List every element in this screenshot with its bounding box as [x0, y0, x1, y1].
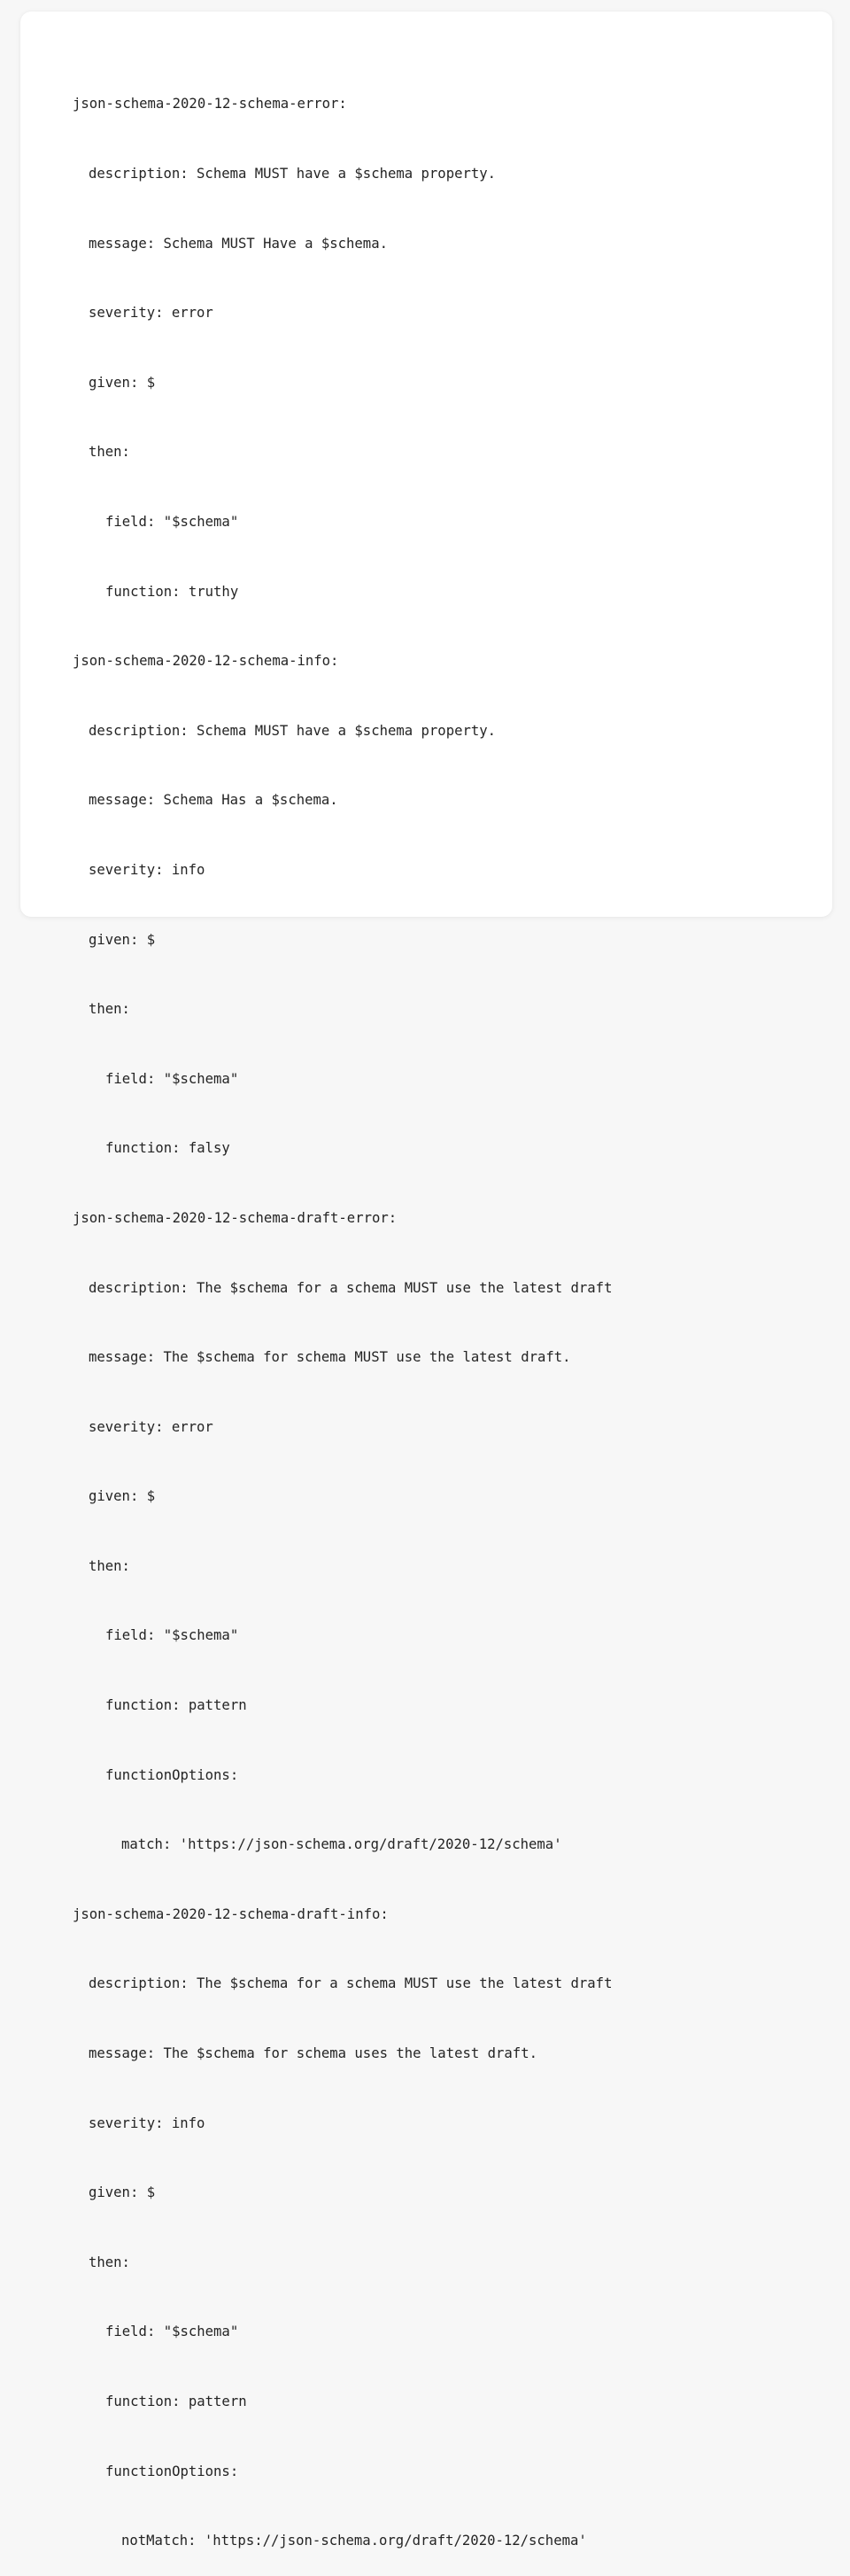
- yaml-code-block: [73, 46, 612, 2576]
- code-line: match: 'https://json-schema.org/draft/2020-12/schema': [121, 1836, 562, 1853]
- code-line: given: $: [89, 1488, 156, 1505]
- code-line: message: Schema MUST Have a $schema.: [89, 235, 388, 252]
- code-line: notMatch: 'https://json-schema.org/draft/2020-12/schema': [121, 2533, 587, 2549]
- code-line: description: The $schema for a schema MUST use the latest draft: [89, 1975, 613, 1992]
- code-line: functionOptions:: [105, 2463, 239, 2479]
- code-line: given: $: [89, 931, 156, 948]
- code-line: given: $: [89, 374, 156, 391]
- code-line: description: The $schema for a schema MUST use the latest draft: [89, 1279, 613, 1296]
- code-line: given: $: [89, 2184, 156, 2201]
- code-line: severity: error: [89, 305, 213, 322]
- code-line: function: pattern: [105, 1697, 247, 1714]
- code-line: json-schema-2020-12-schema-info:: [73, 653, 339, 670]
- code-line: severity: error: [89, 1418, 213, 1435]
- code-line: then:: [89, 2254, 130, 2270]
- code-line: severity: info: [89, 2114, 205, 2131]
- code-line: json-schema-2020-12-schema-draft-error:: [73, 1209, 398, 1226]
- code-line: json-schema-2020-12-schema-error:: [73, 96, 347, 113]
- code-line: description: Schema MUST have a $schema property.: [89, 722, 497, 739]
- code-line: then:: [89, 1001, 130, 1018]
- code-line: function: falsy: [105, 1140, 230, 1157]
- code-line: field: "$schema": [105, 1627, 239, 1644]
- code-line: description: Schema MUST have a $schema property.: [89, 166, 497, 182]
- code-line: severity: info: [89, 861, 205, 878]
- code-line: field: "$schema": [105, 513, 239, 530]
- code-line: then:: [89, 444, 130, 461]
- code-line: message: The $schema for schema uses the latest draft.: [89, 2045, 537, 2062]
- code-line: field: "$schema": [105, 2324, 239, 2340]
- code-line: functionOptions:: [105, 1766, 239, 1783]
- code-line: then:: [89, 1557, 130, 1574]
- code-line: json-schema-2020-12-schema-draft-info:: [73, 1905, 389, 1922]
- code-line: function: truthy: [105, 583, 239, 600]
- code-line: message: Schema Has a $schema.: [89, 792, 338, 809]
- code-line: field: "$schema": [105, 1070, 239, 1087]
- code-line: function: pattern: [105, 2394, 247, 2409]
- code-line: message: The $schema for schema MUST use the latest draft.: [89, 1349, 571, 1366]
